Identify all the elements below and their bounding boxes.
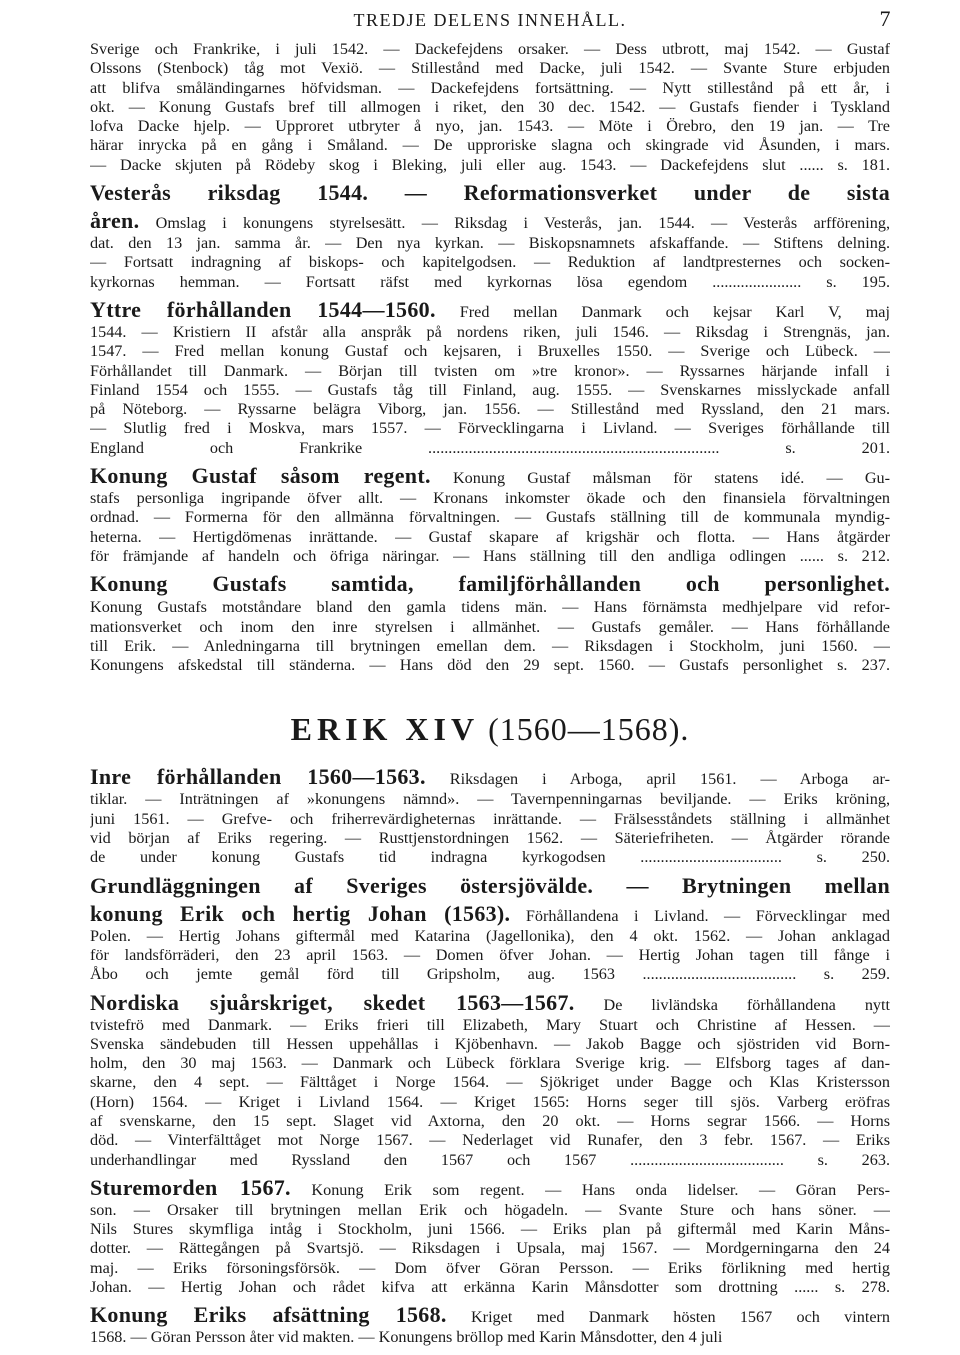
section-lead-text: Omslag i konungens styrelsesätt. — Riksdag i Vesterås, jan. 1544. — Vesterås arfförening, (155, 214, 890, 233)
entry-text-line: stafs personliga ingripande öfver allt. — Kronans inkomster ökade och den finansiela förvaltningen (90, 489, 890, 508)
section-title: Konung Gustaf såsom regent. (90, 463, 431, 489)
chapter-name: ERIK XIV (290, 711, 480, 748)
entry-text-line: lofva Dacke hjelp. — Upproret utbryter å nyo, jan. 1543. — Möte i Örebro, den 19 jan. — Tre (90, 117, 890, 136)
contents-part-2 (90, 763, 890, 1347)
entry-text-line: maj. — Eriks försoningsförsök. — Dom öfver Göran Persson. — Eriks förlikning med hertig (90, 1258, 890, 1277)
entry-text-line: Nils Stures skymfliga intåg i Stockholm, juni 1566. — Eriks plan på giftermål med Karin Måns- (90, 1220, 890, 1239)
entry-text-line: för landsförräderi, den 23 april 1563. — Domen öfver Johan. — Hertig Johan tagen till fånge i (90, 945, 890, 964)
section-heading (90, 1301, 890, 1328)
running-title: TREDJE DELENS INNEHÅLL. (353, 10, 627, 30)
entry-text-line: — Slutlig fred i Moskva, mars 1557. — Förvecklingarna i Livland. — Sveriges förhållande till (90, 419, 890, 438)
section-heading (90, 1174, 890, 1201)
section-title: konung Erik och hertig Johan (1563). (90, 900, 511, 926)
contents-part-1 (90, 40, 890, 675)
section-heading-continued (90, 207, 890, 234)
chapter-heading (90, 709, 890, 749)
section-lead-text: Konung Erik som regent. — Hans onda lidelser. — Göran Pers- (311, 1180, 890, 1199)
entry-text-line: dat. den 13 jan. samma år. — Den nya kyrkan. — Biskopsnamnets afskaffande. — Stiftens delning. (90, 234, 890, 253)
entry-text-line: Förhållandet till Danmark. — Början till tvisten om »tre kronor». — Ryssarnes härjande infall i (90, 361, 890, 380)
contents-entry (90, 1301, 890, 1347)
entry-text-line: Svenska sändebuden till Hessen uppehållas i Kjöbenhavn. — Jakob Bagge och sjöstriden vid Born- (90, 1034, 890, 1053)
section-title: Inre förhållanden 1560—1563. (90, 764, 426, 790)
entry-text-line: till Erik. — Anledningarna till brytningen emellan dem. — Riksdagen i Stockholm, juni 1560. — (90, 636, 890, 655)
entry-text-line: — Fortsatt indragning af biskops- och kapitelgodsen. — Reduktion af landtpresternes och socken- (90, 253, 890, 272)
section-lead-text: Fred mellan Danmark och kejsar Karl V, maj (459, 302, 890, 321)
entry-text-line: tiklar. — Inträtningen af »konungens nämnd». — Tavernpenningarnas beviljande. — Eriks kröning, (90, 790, 890, 809)
section-heading (90, 763, 890, 790)
entry-text-line: vid början af Eriks regering. — Rusttjenstordningen 1562. — Säteriefriheten. — Åtgärder rörande (90, 829, 890, 848)
entry-text-line: att blifva småländingarnes höfvidsman. — Dackefejdens fortsättning. — Nytt stillestånd på ett år, i (90, 78, 890, 97)
section-title: åren. (90, 208, 140, 234)
entry-text-line: Olssons (Stenbock) tåg mot Vexiö. — Stillestånd med Dacke, juli 1542. — Svante Sture erbjuden (90, 59, 890, 78)
entry-text-line: heterna. — Hertigdömenas inrättande. — Gustaf skapare af krigshär och flotta. — Hans åtgärder (90, 527, 890, 546)
entry-text-line: okt. — Konung Gustafs bref till allmogen i riket, den 30 dec. 1542. — Gustafs fiender i Tyskland (90, 97, 890, 116)
contents-entry (90, 462, 890, 566)
section-lead-text: De livländska förhållandena nytt (603, 995, 890, 1014)
entry-text-line: Konung Gustafs motståndare bland den gamla tidens män. — Hans förnämsta medhjelpare vid refor- (90, 598, 890, 617)
entry-text-line: holm, den 30 maj 1563. — Danmark och Lübeck förklara Sverige krig. — Elfsborg tages af dan- (90, 1054, 890, 1073)
contents-entry (90, 570, 890, 675)
entry-text-line: Sverige och Frankrike, i juli 1542. — Dackefejdens orsaker. — Dess utbrott, maj 1542. — Gustaf (90, 40, 890, 58)
entry-text-line: — Dacke skjuten på Rödeby skog i Bleking, juli eller aug. 1543. — Dackefejdens slut ...... s. 181. (90, 155, 890, 174)
section-heading (90, 462, 890, 489)
entry-text-line: Konungens afskedstal till ständerna. — Hans död den 29 sept. 1560. — Gustafs personlighet s. 237. (90, 656, 890, 675)
entry-text-line: de under konung Gustafs tid indragna kyrkogodsen ................................... s. 250. (90, 848, 890, 867)
contents-entry (90, 872, 890, 985)
entry-text-line: på Nöteborg. — Ryssarne belägra Viborg, jan. 1556. — Stillestånd med Ryssland, den 21 mars. (90, 400, 890, 419)
entry-text-line: Finland 1554 och 1555. — Gustafs tåg till Finland, aug. 1555. — Svenskarnes misslyckade anfall (90, 380, 890, 399)
section-lead-text: Kriget med Danmark hösten 1567 och vintern (470, 1308, 890, 1327)
chapter-years: (1560—1568). (488, 711, 690, 748)
entry-text-line: son. — Orsaker till brytningen mellan Erik och högadeln. — Svante Sture och hans söner. — (90, 1200, 890, 1219)
entry-text-line: 1568. — Göran Persson åter vid makten. — Konungens bröllop med Karin Månsdotter, den 4 juli (90, 1328, 723, 1347)
entry-text-line: för främjande af handeln och öfriga näringar. — Hans ställning till den andliga odlingen ...... s. 212. (90, 546, 890, 565)
section-lead-text: Förhållandena i Livland. — Förvecklingar med (525, 906, 890, 925)
entry-text-line: kyrkornas hemman. — Fortsatt räfst med kyrkornas lösa egendom ...................... s. 195. (90, 272, 890, 291)
entry-text-line: dotter. — Rättegången på Svartsjö. — Riksdagen i Upsala, maj 1567. — Mordgerningarna den 24 (90, 1239, 890, 1258)
page-number: 7 (879, 6, 892, 31)
entry-text-line: ordnad. — Formerna för den allmänna förvaltningen. — Gustafs ställning till de kommunala myndig- (90, 508, 890, 527)
entry-text-line: härar inrycka på en gång i Småland. — De upproriske slagna och skingrade vid Åsunden, i mars. (90, 136, 890, 155)
entry-text-line: 1547. — Fred mellan konung Gustaf och kejsaren, i Bruxelles 1550. — Sverige och Lübeck. — (90, 342, 890, 361)
running-head (90, 4, 890, 40)
entry-text-line: tvistefrö med Danmark. — Eriks frieri till Elizabeth, Mary Stuart och Christine af Hessen. — (90, 1015, 890, 1034)
section-heading-continued (90, 900, 890, 927)
section-title: Yttre förhållanden 1544—1560. (90, 296, 436, 322)
contents-entry (90, 763, 890, 867)
section-heading: Konung Gustafs samtida, familjförhållanden och personlighet. (90, 571, 890, 597)
section-heading: Grundläggningen af Sveriges östersjövälde. — Brytningen mellan (90, 872, 890, 898)
entry-text-line: Johan. — Hertig Johan och rådet kifva att erkänna Karin Månsdotter som drottning ...... s. 278. (90, 1278, 890, 1297)
contents-entry (90, 989, 890, 1170)
section-title: Sturemorden 1567. (90, 1174, 291, 1200)
entry-text-line: juni 1561. — Grefve- och friherrevärdigheternas inrättande. — Frälsesståndets ställning i allmänhet (90, 809, 890, 828)
entry-text-line: skarne, den 4 sept. — Fälttåget i Norge 1564. — Sjökriget under Bagge och Klas Kristersson (90, 1073, 890, 1092)
entry-text-line: England och Frankrike ........................................................................ s. 201. (90, 438, 890, 457)
section-title: Nordiska sjuårskriget, skedet 1563—1567. (90, 989, 575, 1015)
page (90, 0, 890, 1348)
entry-text-line: 1544. — Kristiern II afstår alla anspråk på nordens riken, juli 1546. — Riksdag i Strengnäs, jan. (90, 322, 890, 341)
contents-entry (90, 40, 890, 175)
contents-entry (90, 1174, 890, 1297)
entry-text-line: underhandlingar med Ryssland den 1567 och 1567 ...................................... s. 263. (90, 1150, 890, 1169)
section-heading: Vesterås riksdag 1544. — Reformationsverket under de sista (90, 180, 890, 206)
entry-text-line: Polen. — Hertig Johans giftermål med Katarina (Jagellonika), den 4 okt. 1562. — Johan anklagad (90, 926, 890, 945)
entry-text-line: död. — Vinterfälttåget mot Norge 1567. — Nederlaget vid Runafer, den 3 febr. 1567. — Eriks (90, 1131, 890, 1150)
section-heading (90, 296, 890, 323)
section-title: Konung Eriks afsättning 1568. (90, 1302, 447, 1328)
entry-text-line: (Horn) 1564. — Kriget i Livland 1564. — Kriget 1565: Horns seger till sjös. Varberg eröfras (90, 1092, 890, 1111)
section-heading (90, 989, 890, 1016)
section-lead-text: Riksdagen i Arboga, april 1561. — Arboga ar- (449, 770, 890, 789)
entry-text-line: Åbo och jemte gemål förd till Gripsholm, aug. 1563 ...................................... s. 259. (90, 965, 890, 984)
entry-text-line: mationsverket och inom den inre styrelsen i allmänhet. — Gustafs gemåler. — Hans förhållande (90, 617, 890, 636)
contents-entry (90, 179, 890, 292)
contents-entry (90, 296, 890, 458)
section-lead-text: Konung Gustaf målsman för statens idé. — Gu- (452, 469, 890, 488)
entry-text-line: af svenskarne, den 15 sept. Slaget vid Axtorna, den 20 okt. — Horns segrar 1566. — Horns (90, 1111, 890, 1130)
